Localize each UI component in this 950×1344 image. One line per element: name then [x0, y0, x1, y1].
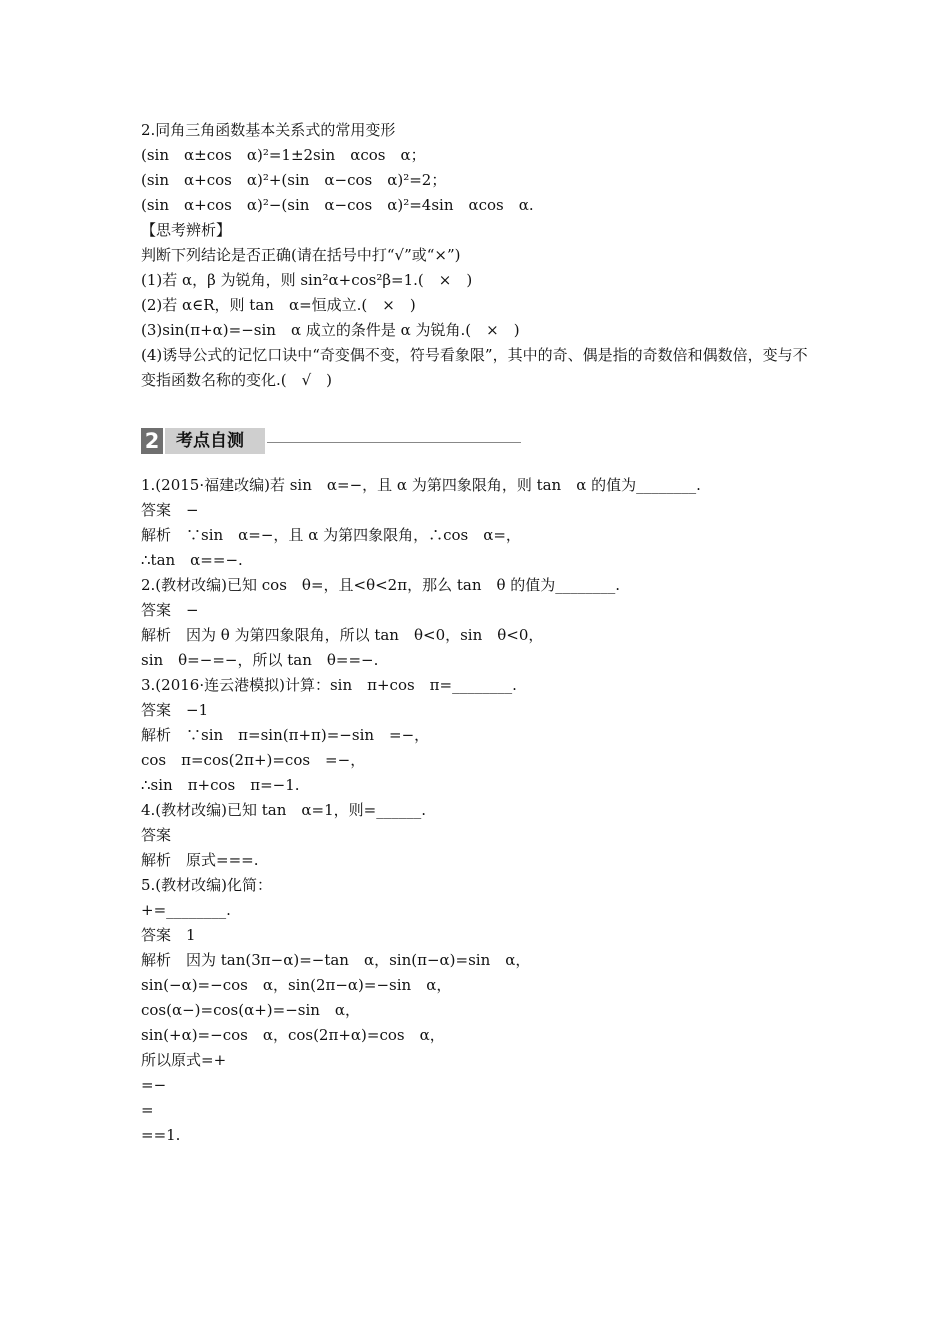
answer-line: 答案 −	[141, 501, 199, 519]
section-divider	[267, 442, 521, 443]
question-line: 3.(2016·连云港模拟)计算：sin π+cos π=________.	[141, 676, 517, 694]
answer-line: 答案 −1	[141, 701, 209, 719]
answer-line: 答案	[141, 826, 172, 844]
section-number: 2	[141, 428, 163, 454]
answer-line: 答案 1	[141, 926, 196, 944]
formula-line: (sin α+cos α)²+(sin α−cos α)²=2；	[141, 171, 447, 189]
explanation-line: ∴tan α==−.	[141, 551, 243, 569]
formula-line: (sin α±cos α)²=1±2sin αcos α；	[141, 146, 426, 164]
explanation-line: 解析 因为 tan(3π−α)=−tan α，sin(π−α)=sin α，	[141, 951, 531, 969]
explanation-line: 解析 原式===.	[141, 851, 259, 869]
section-heading: 2.同角三角函数基本关系式的常用变形	[141, 121, 396, 139]
explanation-line: =	[141, 1101, 154, 1119]
explanation-line: 所以原式=+	[141, 1051, 227, 1069]
judgement-item: (1)若 α，β 为锐角，则 sin²α+cos²β=1.( × )	[141, 271, 473, 289]
instruction-line: 判断下列结论是否正确(请在括号中打“√”或“×”)	[141, 246, 461, 264]
formula-line: (sin α+cos α)²−(sin α−cos α)²=4sin αcos α.	[141, 196, 534, 214]
explanation-line: ==1.	[141, 1126, 181, 1144]
explanation-line: cos(α−)=cos(α+)=−sin α，	[141, 1001, 361, 1019]
explanation-line: 解析 ∵sin π=sin(π+π)=−sin =−，	[141, 726, 430, 744]
question-line: 1.(2015·福建改编)若 sin α=−，且 α 为第四象限角，则 tan α 的值为________.	[141, 476, 701, 494]
judgement-item: (3)sin(π+α)=−sin α 成立的条件是 α 为锐角.( × )	[141, 321, 520, 339]
judgement-item: (4)诱导公式的记忆口诀中“奇变偶不变，符号看象限”，其中的奇、偶是指的奇数倍和偶数倍，变与不变指函数名称的变化.( √ )	[141, 346, 808, 389]
explanation-line: =−	[141, 1076, 167, 1094]
explanation-line: 解析 因为 θ 为第四象限角，所以 tan θ<0，sin θ<0，	[141, 626, 544, 644]
explanation-line: cos π=cos(2π+)=cos =−，	[141, 751, 366, 769]
question-line: +=________.	[141, 901, 231, 919]
think-analysis-heading: 【思考辨析】	[141, 221, 232, 239]
explanation-line: sin(+α)=−cos α，cos(2π+α)=cos α，	[141, 1026, 445, 1044]
question-line: 4.(教材改编)已知 tan α=1，则=______.	[141, 801, 426, 819]
section-banner	[141, 428, 521, 454]
section-title: 考点自测	[176, 431, 244, 451]
judgement-item: (2)若 α∈R，则 tan α=恒成立.( × )	[141, 296, 416, 314]
explanation-line: ∴sin π+cos π=−1.	[141, 776, 300, 794]
explanation-line: sin θ=−=−，所以 tan θ==−.	[141, 651, 379, 669]
explanation-line: sin(−α)=−cos α，sin(2π−α)=−sin α，	[141, 976, 452, 994]
question-line: 5.(教材改编)化简：	[141, 876, 273, 894]
answer-line: 答案 −	[141, 601, 199, 619]
question-line: 2.(教材改编)已知 cos θ=，且<θ<2π，那么 tan θ 的值为________.	[141, 576, 621, 594]
explanation-line: 解析 ∵sin α=−，且 α 为第四象限角，∴cos α=，	[141, 526, 521, 544]
